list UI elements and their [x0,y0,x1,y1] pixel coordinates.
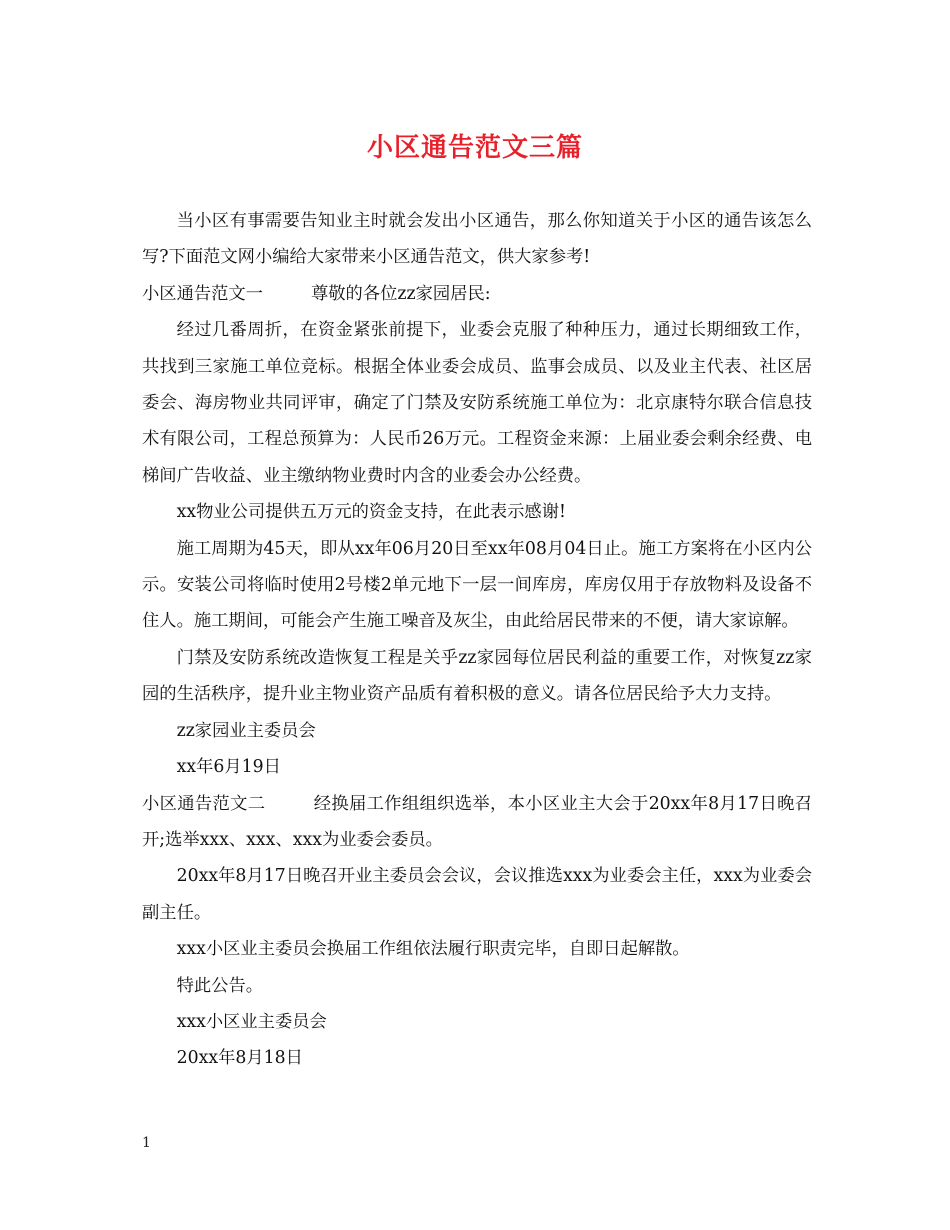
section2-paragraph-2: 20xx年8月17日晚召开业主委员会会议，会议推选xxx为业委会主任，xxx为业委会副主任。 [142,866,812,923]
section1-salutation: 尊敬的各位zz家园居民: [310,283,491,304]
section1-paragraph-3: 施工周期为45天，即从xx年06月20日至xx年08月04日止。施工方案将在小区内公示。安装公司将临时使用2号楼2单元地下一层一间库房，库房仅用于存放物料及设备不住人。施工期间，可能会产生施工噪音及灰尘，由此给居民带来的不便，请大家谅解。 [142,538,812,632]
section1-label: 小区通告范文一 [142,283,263,304]
section1-paragraph-1: 经过几番周折，在资金紧张前提下，业委会克服了种种压力，通过长期细致工作，共找到三家施工单位竞标。根据全体业委会成员、监事会成员、以及业主代表、社区居委会、海房物业共同评审，确定了门禁及安防系统施工单位为：北京康特尔联合信息技术有限公司，工程总预算为：人民币26万元。工程资金来源：上届业委会剩余经费、电梯间广告收益、业主缴纳物业费时内含的业委会办公经费。 [142,320,812,486]
section2-paragraph-1: 经换届工作组组织选举，本小区业主大会于20xx年8月17日晚召开;选举xxx、xxx、xxx为业委会委员。 [142,793,812,850]
section1-signature: zz家园业主委员会 [176,720,316,741]
section2-date: 20xx年8月18日 [176,1048,303,1069]
section2-signature: xxx小区业主委员会 [176,1011,327,1032]
section1-paragraph-2: xx物业公司提供五万元的资金支持，在此表示感谢! [176,502,566,523]
document-body [142,203,812,1077]
section1-heading-line [142,276,812,312]
page-number: 1 [142,1135,151,1151]
section2-paragraph-4: 特此公告。 [176,975,264,996]
section1-paragraph-4: 门禁及安防系统改造恢复工程是关乎zz家园每位居民利益的重要工作，对恢复zz家园的生活秩序，提升业主物业资产品质有着积极的意义。请各位居民给予大力支持。 [142,647,812,705]
section1-date: xx年6月19日 [176,757,281,778]
document-title: 小区通告范文三篇 [366,133,583,163]
section2-label: 小区通告范文二 [142,793,266,814]
intro-paragraph: 当小区有事需要告知业主时就会发出小区通告，那么你知道关于小区的通告该怎么写?下面范文网小编给大家带来小区通告范文，供大家参考! [142,211,812,268]
section2-paragraph-3: xxx小区业主委员会换届工作组依法履行职责完毕，自即日起解散。 [176,939,690,960]
section2-heading-line [142,786,812,859]
